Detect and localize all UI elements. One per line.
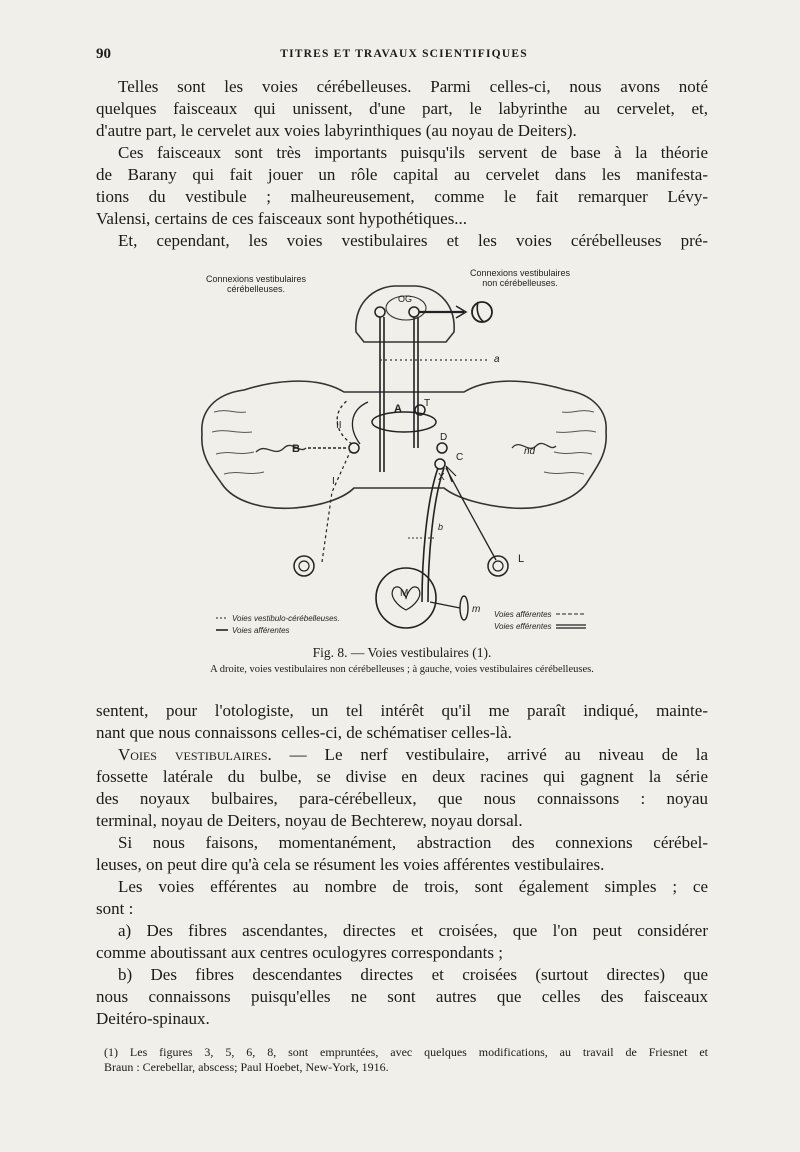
footnote-line: Braun : Cerebellar, abscess; Paul Hoebet, New-York, 1916. [104, 1060, 389, 1074]
text-line: a) Des fibres ascendantes, directes et croisées, que l'on peut considérer [118, 921, 708, 940]
text-line: leuses, on peut dire qu'à cela se résument les voies afférentes vestibulaires. [96, 855, 605, 874]
text-line: Ces faisceaux sont très importants puisqu'ils servent de base à la théorie [118, 143, 708, 162]
text-line: d'autre part, le cervelet aux voies labyrinthiques (au noyau de Deiters). [96, 121, 577, 140]
page-header [96, 46, 712, 66]
text-line: comme aboutissant aux centres oculogyres correspondants ; [96, 943, 503, 962]
label-t: T [424, 398, 431, 409]
label-a: A [394, 403, 402, 415]
label-c: C [456, 452, 464, 463]
text-line: Et, cependant, les voies vestibulaires et les voies cérébelleuses pré- [118, 231, 708, 250]
text-line: quelques faisceaux qui unissent, d'une part, le labyrinthe au cervelet, et, [96, 99, 708, 118]
paragraph-6 [96, 832, 708, 876]
figure-subcaption: A droite, voies vestibulaires non cérébelleuses ; à gauche, voies vestibulaires cérébelleuses. [210, 664, 594, 675]
page-number: 90 [96, 46, 111, 62]
text-line: sentent, pour l'otologiste, un tel intérêt qu'il me paraît indiqué, mainte- [96, 701, 708, 720]
label-right-top-1: Connexions vestibulaires [469, 268, 571, 278]
text-line: de Barany qui fait jouer un rôle capital au cervelet dans les manifesta- [96, 165, 708, 184]
text-line: nous connaissons puisqu'elles ne sont autres que celles des faisceaux [96, 987, 708, 1006]
text-line: Si nous faisons, momentanément, abstraction des connexions cérébel- [118, 833, 708, 852]
text-line: Voies vestibulaires. — Le nerf vestibulaire, arrivé au niveau de la [118, 745, 709, 764]
paragraph-7 [96, 876, 708, 920]
label-b-small: b [438, 522, 444, 532]
text-line: Les voies efférentes au nombre de trois, sont également simples ; ce [118, 877, 708, 896]
label-left-top-2: cérébelleuses. [226, 284, 286, 294]
label-b: B [292, 443, 300, 455]
paragraph-2 [96, 142, 708, 230]
label-a-small: a [494, 354, 500, 365]
footnote [104, 1045, 708, 1075]
text-line: des noyaux bulbaires, para-cérébelleux, que nous connaissons : noyau [96, 789, 708, 808]
text-line: Telles sont les voies cérébelleuses. Parmi celles-ci, nous avons noté [118, 77, 708, 96]
text-line: nant que nous connaissons celles-ci, de schématiser celles-là. [96, 723, 512, 742]
label-nd: nd [524, 446, 536, 457]
paragraph-8 [96, 920, 708, 964]
label-l: L [518, 553, 525, 565]
label-right-top-2: non cérébelleuses. [482, 278, 558, 288]
label-m: M [400, 588, 409, 599]
label-ii: II [336, 420, 342, 431]
label-x: X [438, 472, 445, 483]
text-line: b) Des fibres descendantes directes et croisées (surtout directes) que [118, 965, 708, 984]
paragraph-4 [96, 700, 708, 744]
section-heading: Voies vestibulaires. [118, 745, 272, 764]
text-line: fossette latérale du bulbe, se divise en deux racines qui gagnent la série [96, 767, 708, 786]
paragraph-3 [96, 230, 708, 252]
running-title: TITRES ET TRAVAUX SCIENTIFIQUES [280, 48, 528, 60]
footnote-line: (1) Les figures 3, 5, 6, 8, sont empruntées, avec quelques modifications, au travail de Friesnet et [104, 1045, 708, 1059]
label-og: OG [398, 294, 413, 304]
figure-8-diagram [194, 262, 614, 642]
legend-cerebello-vestibular: Voies afférentes [232, 626, 290, 635]
label-i: I [332, 476, 335, 487]
text-line: sont : [96, 899, 134, 918]
legend-vestibulo-cerebellar: Voies vestibulo-cérébelleuses. [232, 614, 340, 623]
label-left-top-1: Connexions vestibulaires [205, 274, 307, 284]
paragraph-5 [96, 744, 708, 832]
legend-afferent: Voies afférentes [494, 610, 552, 619]
text-line: terminal, noyau de Deiters, noyau de Bechterew, noyau dorsal. [96, 811, 523, 830]
legend-efferent: Voies efférentes [494, 622, 552, 631]
label-m-small: m [472, 604, 481, 615]
text-line: Deitéro-spinaux. [96, 1009, 210, 1028]
figure-caption: Fig. 8. — Voies vestibulaires (1). [312, 645, 492, 660]
label-d: D [440, 432, 448, 443]
paragraph-1 [96, 76, 708, 142]
paragraph-9 [96, 964, 708, 1030]
text-line: Valensi, certains de ces faisceaux sont hypothétiques... [96, 209, 468, 228]
text-line: tions du vestibule ; malheureusement, comme le fait remarquer Lévy- [96, 187, 708, 206]
